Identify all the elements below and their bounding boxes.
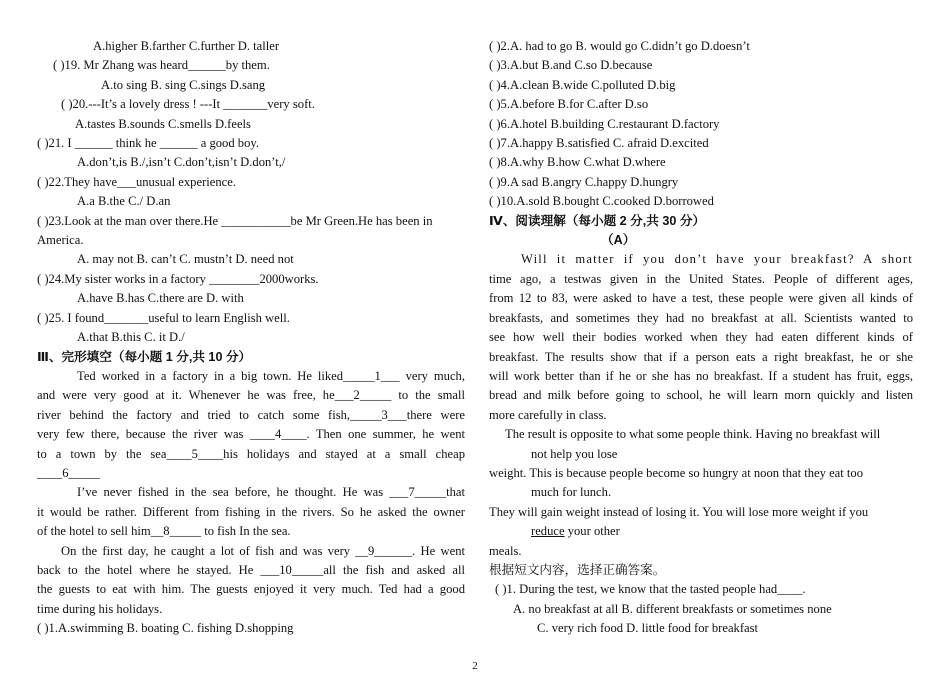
passage-line: bread and milk before going to school, he will learn morn quickly and listen	[489, 388, 913, 403]
q22-options: A.a B.the C./ D.an	[77, 194, 171, 209]
q24-options: A.have B.has C.there are D. with	[77, 291, 244, 306]
cloze-line: Ted worked in a factory in a big town. He liked_____1___ very much,	[77, 368, 465, 383]
passage-line: not help you lose	[531, 446, 618, 461]
cloze-q7: ( )7.A.happy B.satisfied C. afraid D.excited	[489, 136, 709, 151]
cloze-q5: ( )5.A.before B.for C.after D.so	[489, 97, 649, 112]
q25: ( )25. I found_______useful to learn English well.	[37, 310, 290, 325]
passage-line: time ago, a testwas given in the United States. People of different ages,	[489, 271, 913, 286]
q25-options: A.that B.this C. it D./	[77, 330, 185, 345]
passage-line: will work better than if he or she has no breakfast. If a student has fruit, eggs,	[489, 368, 913, 383]
passage-line: weight. This is because people become so hungry at noon that they eat too	[489, 465, 863, 480]
cloze-line: very few there, because the river was ____4____. Then one summer, he went	[37, 427, 465, 442]
passage-line: much for lunch.	[531, 485, 612, 500]
cloze-q10: ( )10.A.sold B.bought C.cooked D.borrowed	[489, 194, 714, 209]
q21: ( )21. I ______ think he ______ a good boy.	[37, 136, 259, 151]
cloze-q8: ( )8.A.why B.how C.what D.where	[489, 155, 666, 170]
passage-line: meals.	[489, 543, 522, 558]
passage-line: more carefully in class.	[489, 407, 607, 422]
passage-line: breakfast. The results show that if a person eats a right breakfast, he or she	[489, 349, 913, 364]
cloze-q1: ( )1.A.swimming B. boating C. fishing D.shopping	[37, 621, 294, 636]
passage-line-reduce	[489, 522, 913, 541]
cloze-line: to a town by the sea____5____his holidays and stayed at a small cheap	[37, 446, 465, 461]
passage-text: your other	[564, 524, 620, 539]
q23-options: A. may not B. can’t C. mustn’t D. need not	[77, 252, 294, 267]
cloze-q4: ( )4.A.clean B.wide C.polluted D.big	[489, 77, 676, 92]
cloze-line: On the first day, he caught a lot of fish and was very __9______. He went	[61, 543, 465, 558]
cloze-line: and were very good at it. Whenever he was free, he___2_____ to the small	[37, 388, 465, 403]
passage-line: breakfasts, and sometimes they had no breakfast at all. Scientists wanted to	[489, 310, 913, 325]
cloze-line: ____6_____	[37, 465, 100, 480]
section-3-heading: Ⅲ、完形填空（每小题 1 分,共 10 分）	[37, 349, 252, 364]
page-number: 2	[472, 660, 478, 672]
q19: ( )19. Mr Zhang was heard______by them.	[53, 58, 270, 73]
reading-q1-options-ab: A. no breakfast at all B. different breakfasts or sometimes none	[513, 601, 832, 616]
passage-line: Will it matter if you don’t have your breakfast? A short	[521, 252, 913, 267]
cloze-line: time during his holidays.	[37, 601, 163, 616]
q20-options: A.tastes B.sounds C.smells D.feels	[75, 116, 251, 131]
section-4-heading: Ⅳ、阅读理解（每小题 2 分,共 30 分）	[489, 213, 706, 228]
q18-options: A.higher B.farther C.further D. taller	[93, 39, 280, 53]
cloze-q3: ( )3.A.but B.and C.so D.because	[489, 58, 653, 73]
passage-line: The result is opposite to what some people think. Having no breakfast will	[505, 427, 881, 442]
cloze-line: it would be rather. Different from fishing in the rivers. So he asked the owner	[37, 504, 465, 519]
q19-options: A.to sing B. sing C.sings D.sang	[101, 77, 266, 92]
cloze-line: I’ve never fished in the sea before, he thought. He was ___7_____that	[77, 485, 465, 500]
instructions-cn: 根据短文内容，选择正确答案。	[489, 562, 666, 577]
cloze-line: of the hotel to sell him__8_____ to fish In the sea.	[37, 524, 291, 539]
underlined-word-reduce: reduce	[531, 524, 565, 539]
cloze-q6: ( )6.A.hotel B.building C.restaurant D.factory	[489, 116, 720, 131]
cloze-line: back to the hotel where he stayed. He ___10_____all the fish and asked all	[37, 562, 465, 577]
passage-line: They will gain weight instead of losing it. You will lose more weight if you	[489, 504, 869, 519]
right-column	[489, 37, 913, 639]
reading-q1: ( )1. During the test, we know that the tasted people had____.	[495, 582, 806, 597]
passage-line: from 12 to 83, were asked to have a test, these people were given all kinds of	[489, 291, 913, 306]
left-column	[37, 37, 465, 639]
q23: ( )23.Look at the man over there.He ___________be Mr Green.He has been in	[37, 213, 433, 228]
cloze-q2: ( )2.A. had to go B. would go C.didn’t go D.doesn’t	[489, 39, 750, 53]
cloze-line: the guests to eat with him. The guests enjoyed it very much. Ted had a good	[37, 582, 465, 597]
passage-a-label: （A）	[601, 233, 636, 248]
q23-cont: America.	[37, 233, 84, 248]
cloze-q9: ( )9.A sad B.angry C.happy D.hungry	[489, 174, 679, 189]
q20: ( )20.---It’s a lovely dress ! ---It _______very soft.	[61, 97, 315, 112]
cloze-line: river behind the factory and tried to catch some fish,_____3___there were	[37, 407, 465, 422]
passage-line: see how well their bodies worked when they had eaten different kinds of	[489, 330, 913, 345]
q22: ( )22.They have___unusual experience.	[37, 174, 236, 189]
reading-q1-options-cd: C. very rich food D. little food for breakfast	[537, 621, 759, 636]
q21-options: A.don’t,is B./,isn’t C.don’t,isn’t D.don’t,/	[77, 155, 286, 170]
q24: ( )24.My sister works in a factory ________2000works.	[37, 271, 319, 286]
